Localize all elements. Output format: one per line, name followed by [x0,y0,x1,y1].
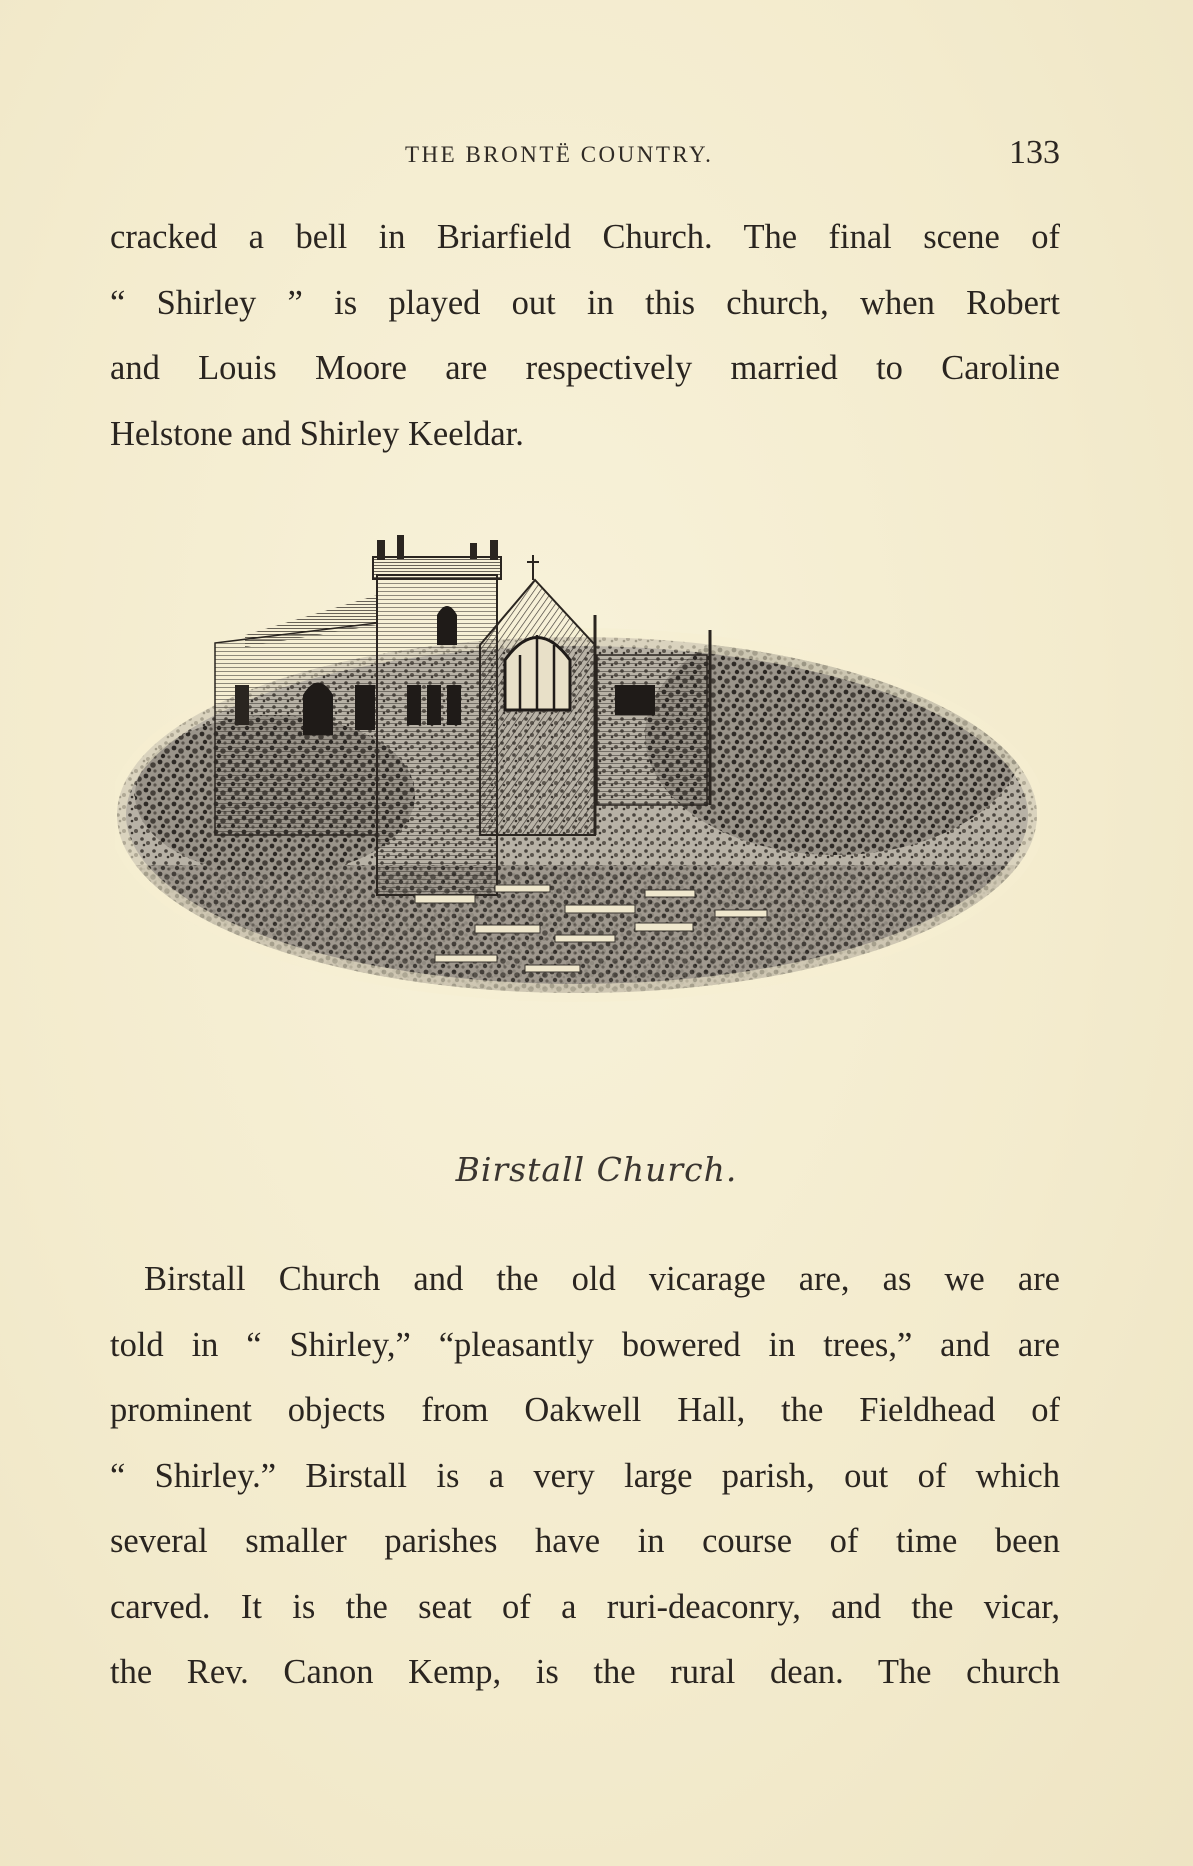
text-line: and Louis Moore are respectively married to Caroline [110,349,1060,387]
illustration-caption: Birstall Church. [455,1150,738,1189]
running-head [110,134,1060,178]
text-line: told in “ Shirley,” “pleasantly bowered in trees,” and are [110,1325,1060,1364]
paragraph-1 [110,205,1060,467]
text-line: cracked a bell in Briarfield Church. The final scene of [110,218,1060,256]
text-line: prominent objects from Oakwell Hall, the Fieldhead of [110,1391,1060,1429]
church-engraving [115,535,1040,1075]
page-number: 133 [1009,134,1060,171]
text-line: carved. It is the seat of a ruri-deaconry, and the vicar, [110,1587,1060,1626]
text-line: Helstone and Shirley Keeldar. [110,414,524,453]
text-line: several smaller parishes have in course of time been [110,1522,1060,1560]
text-line: Birstall Church and the old vicarage are, as we are [144,1260,1060,1298]
text-line: “ Shirley.” Birstall is a very large parish, out of which [110,1456,1060,1495]
text-line: the Rev. Canon Kemp, is the rural dean. The church [110,1653,1060,1691]
text-line: “ Shirley ” is played out in this church, when Robert [110,283,1060,322]
church-chancel [480,580,710,835]
paragraph-2 [110,1247,1060,1706]
running-title: THE BRONTË COUNTRY. [405,142,714,167]
church-nave [215,595,377,835]
